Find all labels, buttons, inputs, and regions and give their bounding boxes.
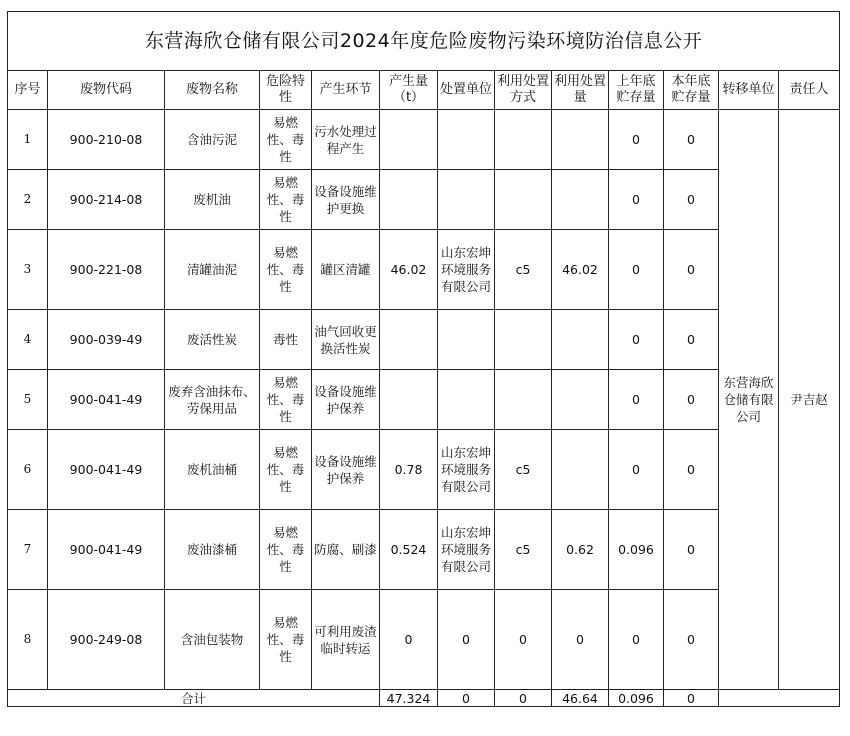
amount-cell — [380, 370, 438, 430]
disposed-cell — [552, 430, 609, 510]
disposed-cell — [552, 110, 609, 170]
table-row — [8, 590, 840, 690]
hazard-cell: 毒性 — [260, 310, 312, 370]
curr-stock-cell: 0 — [664, 430, 719, 510]
code-cell: 900-249-08 — [48, 590, 165, 690]
name-cell: 废油漆桶 — [165, 510, 260, 590]
stage-cell: 罐区清罐 — [312, 230, 380, 310]
table-row — [8, 230, 840, 310]
table-row — [8, 510, 840, 590]
code-cell: 900-214-08 — [48, 170, 165, 230]
name-cell: 含油包装物 — [165, 590, 260, 690]
name-cell: 废弃含油抹布、劳保用品 — [165, 370, 260, 430]
header-prev-stock: 上年底贮存量 — [609, 71, 664, 110]
header-curr-stock: 本年底贮存量 — [664, 71, 719, 110]
name-cell: 废活性炭 — [165, 310, 260, 370]
amount-cell — [380, 110, 438, 170]
seq-cell: 4 — [8, 310, 48, 370]
disposed-cell — [552, 370, 609, 430]
stage-cell: 污水处理过程产生 — [312, 110, 380, 170]
method-cell: 0 — [495, 590, 552, 690]
amount-cell: 0.524 — [380, 510, 438, 590]
code-cell: 900-210-08 — [48, 110, 165, 170]
unit-cell: 山东宏坤环境服务有限公司 — [438, 510, 495, 590]
curr-stock-cell: 0 — [664, 510, 719, 590]
code-cell: 900-041-49 — [48, 370, 165, 430]
seq-cell: 1 — [8, 110, 48, 170]
method-cell — [495, 110, 552, 170]
method-cell: c5 — [495, 430, 552, 510]
table-row — [8, 170, 840, 230]
prev-stock-cell: 0 — [609, 110, 664, 170]
header-seq: 序号 — [8, 71, 48, 110]
responsible-cell: 尹吉赵 — [779, 110, 840, 690]
waste-table — [7, 11, 840, 707]
method-cell — [495, 170, 552, 230]
method-cell: c5 — [495, 510, 552, 590]
code-cell: 900-041-49 — [48, 430, 165, 510]
header-disposed: 利用处置量 — [552, 71, 609, 110]
total-curr-stock: 0 — [664, 690, 719, 707]
prev-stock-cell: 0 — [609, 590, 664, 690]
unit-cell: 山东宏坤环境服务有限公司 — [438, 230, 495, 310]
hazard-cell: 易燃性、毒性 — [260, 170, 312, 230]
amount-cell — [380, 170, 438, 230]
stage-cell: 可利用废渣临时转运 — [312, 590, 380, 690]
unit-cell: 0 — [438, 590, 495, 690]
method-cell — [495, 370, 552, 430]
stage-cell: 设备设施维护更换 — [312, 170, 380, 230]
disposed-cell — [552, 310, 609, 370]
unit-cell: 山东宏坤环境服务有限公司 — [438, 430, 495, 510]
table-row — [8, 310, 840, 370]
header-hazard: 危险特性 — [260, 71, 312, 110]
header-code: 废物代码 — [48, 71, 165, 110]
prev-stock-cell: 0.096 — [609, 510, 664, 590]
unit-cell — [438, 310, 495, 370]
amount-cell: 46.02 — [380, 230, 438, 310]
prev-stock-cell: 0 — [609, 310, 664, 370]
unit-cell — [438, 170, 495, 230]
header-responsible: 责任人 — [779, 71, 840, 110]
seq-cell: 7 — [8, 510, 48, 590]
hazard-cell: 易燃性、毒性 — [260, 590, 312, 690]
total-prev-stock: 0.096 — [609, 690, 664, 707]
curr-stock-cell: 0 — [664, 110, 719, 170]
code-cell: 900-041-49 — [48, 510, 165, 590]
page-title: 东营海欣仓储有限公司2024年度危险废物污染环境防治信息公开 — [8, 12, 840, 71]
curr-stock-cell: 0 — [664, 170, 719, 230]
disposed-cell — [552, 170, 609, 230]
table-row — [8, 430, 840, 510]
stage-cell: 设备设施维护保养 — [312, 370, 380, 430]
amount-cell: 0.78 — [380, 430, 438, 510]
stage-cell: 设备设施维护保养 — [312, 430, 380, 510]
hazard-cell: 易燃性、毒性 — [260, 510, 312, 590]
hazard-cell: 易燃性、毒性 — [260, 110, 312, 170]
code-cell: 900-221-08 — [48, 230, 165, 310]
transfer-unit-cell: 东营海欣仓储有限公司 — [719, 110, 779, 690]
hazard-cell: 易燃性、毒性 — [260, 370, 312, 430]
disposed-cell: 46.02 — [552, 230, 609, 310]
header-method: 利用处置方式 — [495, 71, 552, 110]
name-cell: 清罐油泥 — [165, 230, 260, 310]
header-stage: 产生环节 — [312, 71, 380, 110]
prev-stock-cell: 0 — [609, 170, 664, 230]
curr-stock-cell: 0 — [664, 370, 719, 430]
prev-stock-cell: 0 — [609, 430, 664, 510]
curr-stock-cell: 0 — [664, 230, 719, 310]
header-transfer-unit: 转移单位 — [719, 71, 779, 110]
name-cell: 废机油桶 — [165, 430, 260, 510]
method-cell — [495, 310, 552, 370]
stage-cell: 油气回收更换活性炭 — [312, 310, 380, 370]
seq-cell: 2 — [8, 170, 48, 230]
prev-stock-cell: 0 — [609, 370, 664, 430]
disposed-cell: 0 — [552, 590, 609, 690]
table-row — [8, 110, 840, 170]
total-amount: 47.324 — [380, 690, 438, 707]
unit-cell — [438, 370, 495, 430]
unit-cell — [438, 110, 495, 170]
total-method: 0 — [495, 690, 552, 707]
curr-stock-cell: 0 — [664, 310, 719, 370]
code-cell: 900-039-49 — [48, 310, 165, 370]
seq-cell: 3 — [8, 230, 48, 310]
amount-cell: 0 — [380, 590, 438, 690]
total-disposed: 46.64 — [552, 690, 609, 707]
name-cell: 含油污泥 — [165, 110, 260, 170]
seq-cell: 5 — [8, 370, 48, 430]
header-name: 废物名称 — [165, 71, 260, 110]
total-unit: 0 — [438, 690, 495, 707]
total-row — [8, 690, 840, 707]
method-cell: c5 — [495, 230, 552, 310]
header-amount: 产生量（t） — [380, 71, 438, 110]
prev-stock-cell: 0 — [609, 230, 664, 310]
name-cell: 废机油 — [165, 170, 260, 230]
stage-cell: 防腐、刷漆 — [312, 510, 380, 590]
table-row — [8, 370, 840, 430]
header-unit: 处置单位 — [438, 71, 495, 110]
hazard-cell: 易燃性、毒性 — [260, 230, 312, 310]
total-label: 合计 — [8, 690, 380, 707]
waste-disclosure-sheet — [7, 11, 840, 707]
header-row — [8, 71, 840, 110]
curr-stock-cell: 0 — [664, 590, 719, 690]
total-empty — [719, 690, 840, 707]
hazard-cell: 易燃性、毒性 — [260, 430, 312, 510]
seq-cell: 8 — [8, 590, 48, 690]
disposed-cell: 0.62 — [552, 510, 609, 590]
seq-cell: 6 — [8, 430, 48, 510]
amount-cell — [380, 310, 438, 370]
